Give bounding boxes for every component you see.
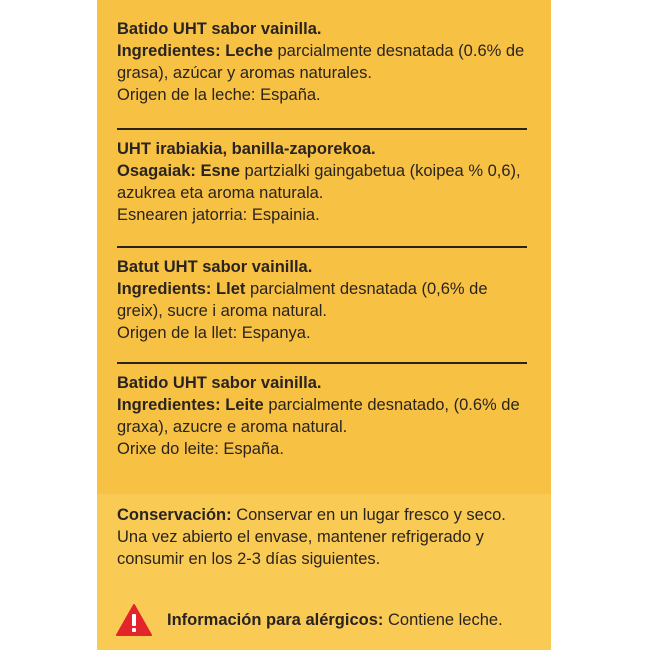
ingredients-text: Ingredientes: Leite parcialmente desnatado, (0.6% de graxa), azucre e aroma natural. <box>117 396 520 436</box>
ingredients-text: Osagaiak: Esne partzialki gaingabetua (koipea % 0,6), azukrea eta aroma naturala. <box>117 162 521 202</box>
divider <box>117 128 527 130</box>
product-title: Batido UHT sabor vainilla. <box>117 20 322 38</box>
origin-text: Orixe do leite: España. <box>117 440 284 458</box>
conservation-text: Conservación: Conservar en un lugar fresco y seco. Una vez abierto el envase, mantener refrigerado y consumir en los 2-3 días siguientes. <box>117 506 506 568</box>
divider <box>117 246 527 248</box>
product-title: Batut UHT sabor vainilla. <box>117 258 313 276</box>
product-title: UHT irabiakia, banilla-zaporekoa. <box>117 140 376 158</box>
section-spanish <box>97 18 551 106</box>
allergen-text: Información para alérgicos: Contiene leche. <box>167 611 503 629</box>
nutrition-label-panel <box>97 0 551 650</box>
ingredients-text: Ingredients: Llet parcialment desnatada (0,6% de greix), sucre i aroma natural. <box>117 280 488 320</box>
origin-text: Esnearen jatorria: Espainia. <box>117 206 320 224</box>
origin-text: Origen de la leche: España. <box>117 86 321 104</box>
section-basque <box>97 138 551 226</box>
ingredients-text: Ingredientes: Leche parcialmente desnatada (0.6% de grasa), azúcar y aromas naturales. <box>117 42 525 82</box>
product-title: Batido UHT sabor vainilla. <box>117 374 322 392</box>
section-catalan <box>97 256 551 344</box>
section-galician <box>97 372 551 460</box>
allergen-section <box>115 603 551 637</box>
warning-triangle-icon <box>115 603 153 637</box>
divider <box>117 362 527 364</box>
conservation-section <box>97 504 551 570</box>
origin-text: Origen de la llet: Espanya. <box>117 324 311 342</box>
